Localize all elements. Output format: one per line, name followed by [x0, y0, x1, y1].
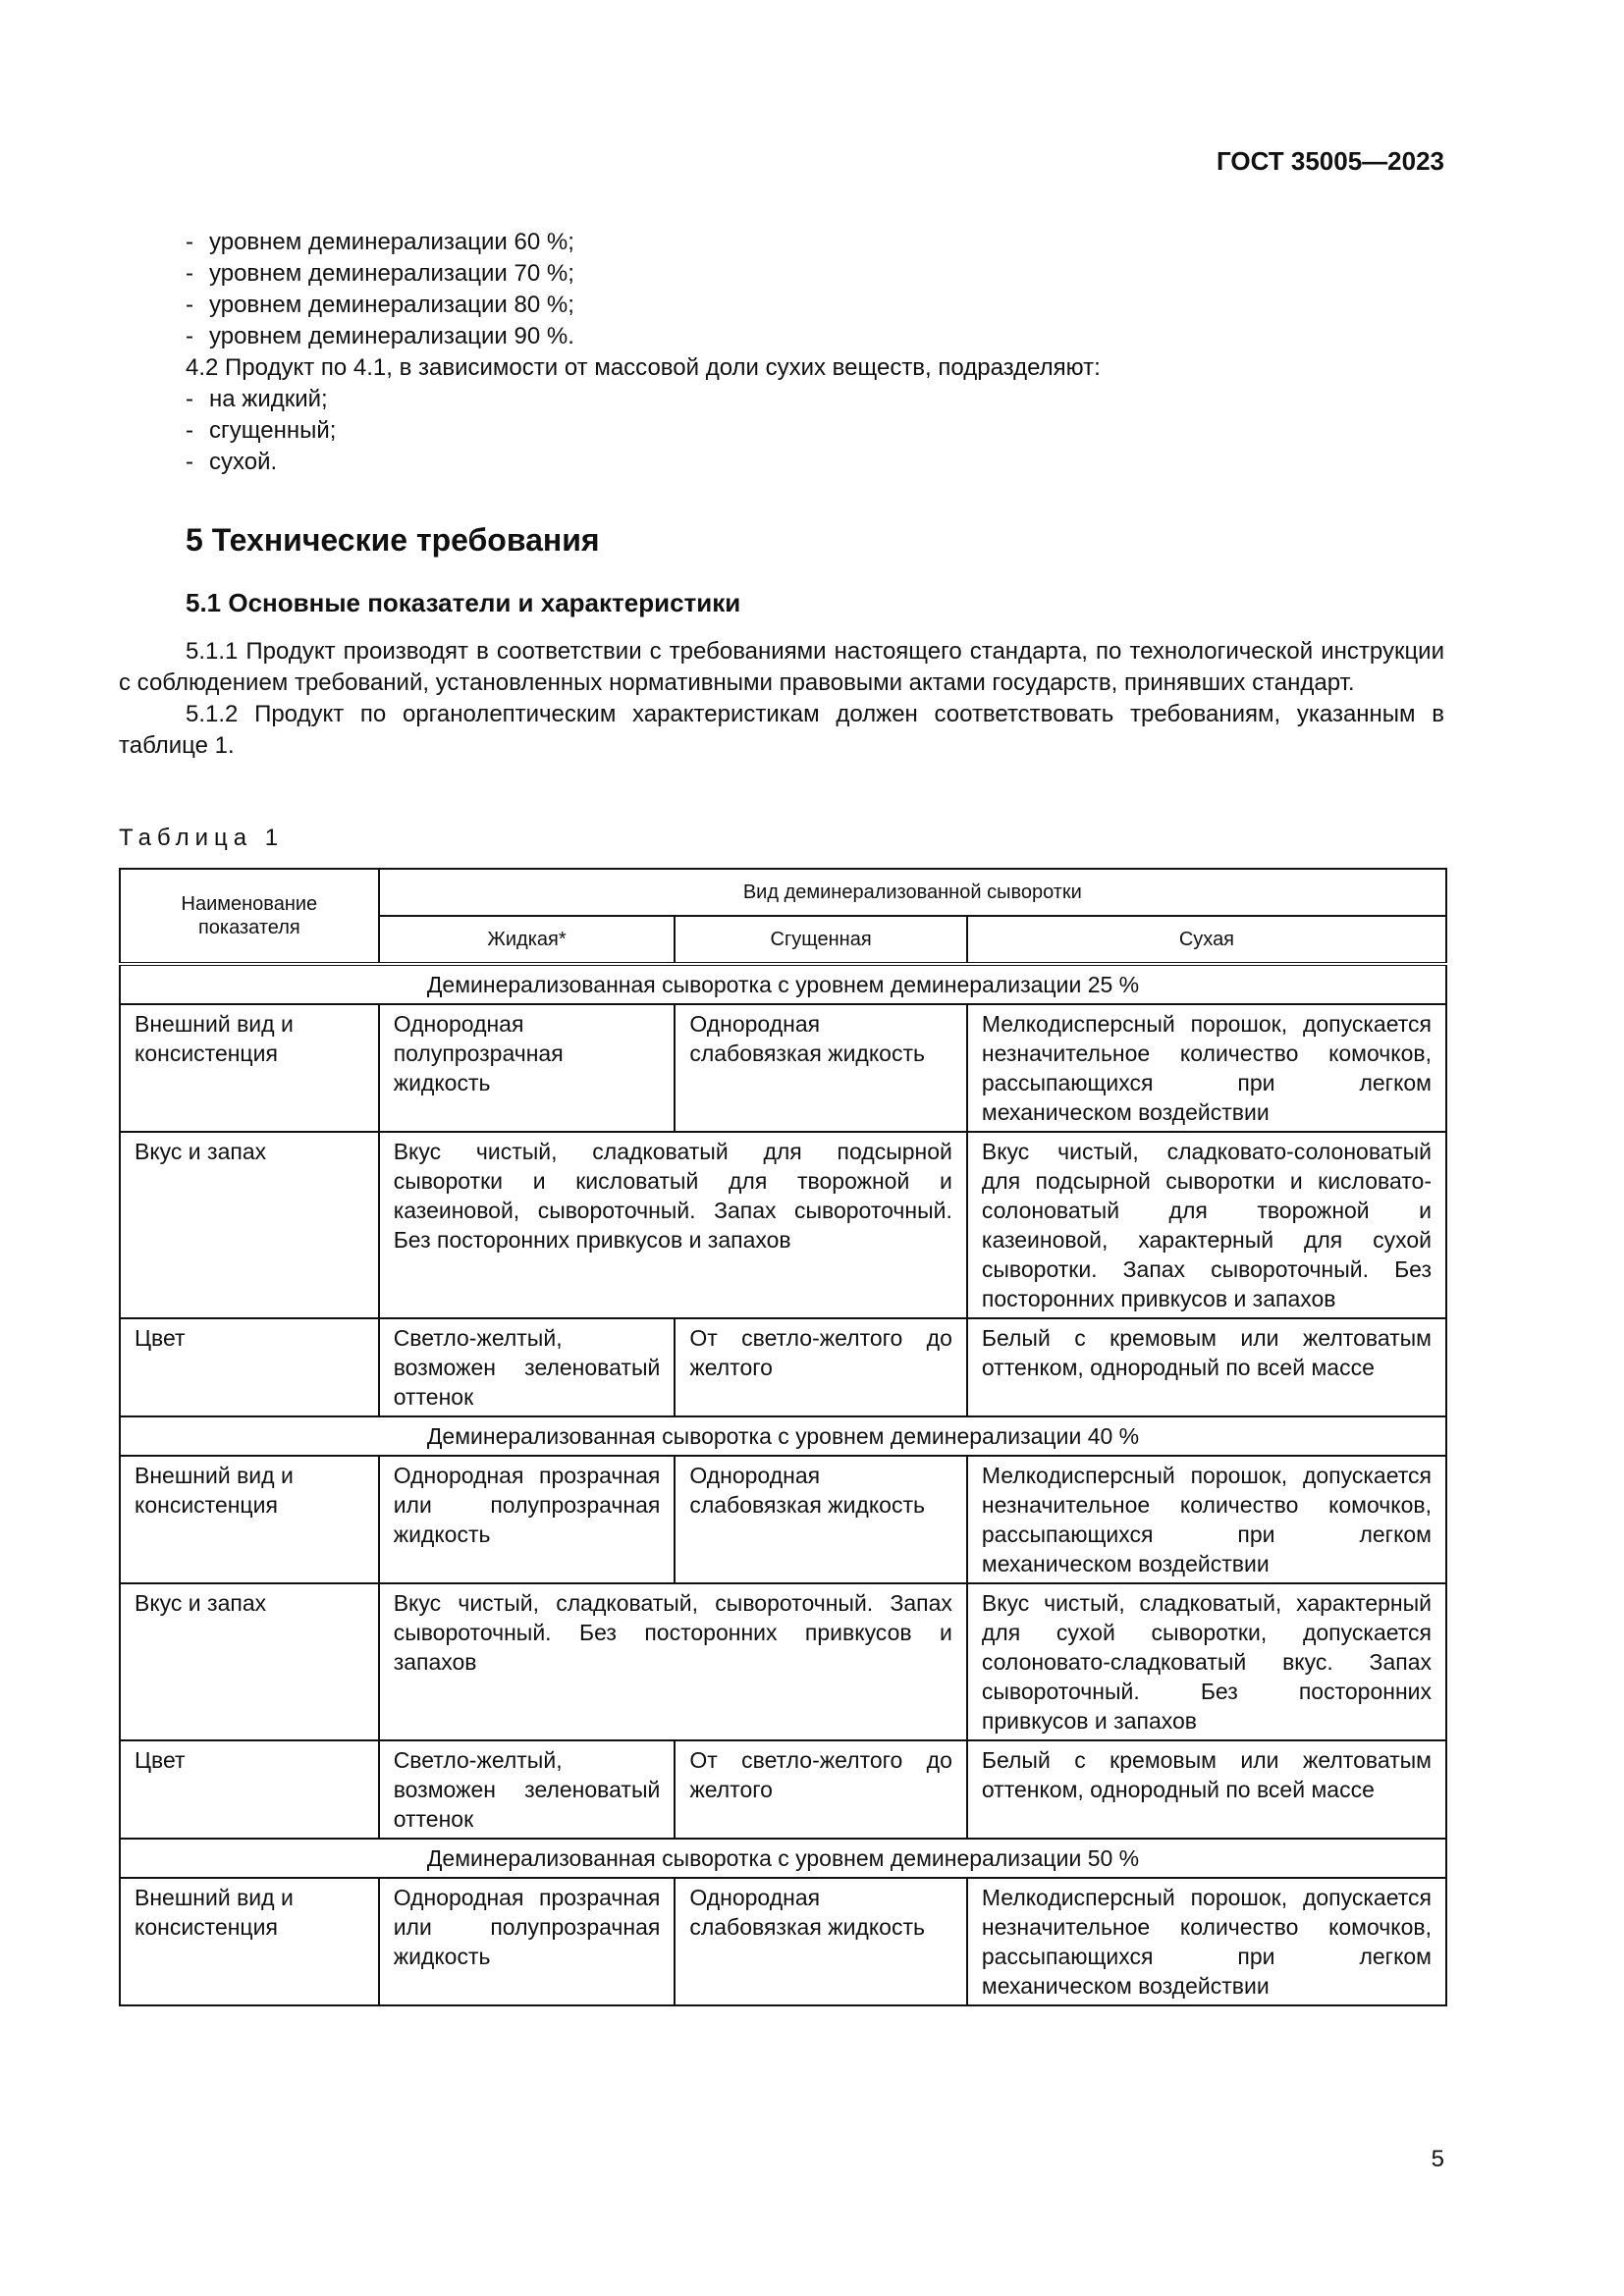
list-item: - уровнем деминерализации 60 %;	[186, 229, 574, 255]
table-row	[120, 1132, 1446, 1318]
list-item: - уровнем деминерализации 90 %.	[186, 323, 574, 349]
section-heading: 5 Технические требования	[186, 522, 600, 558]
table-row	[120, 1740, 1446, 1839]
table-row	[120, 1004, 1446, 1132]
cell-condensed: От светло-желтого до желтого	[675, 1318, 967, 1416]
cell-condensed: От светло-желтого до желтого	[675, 1740, 967, 1839]
row-label: Цвет	[120, 1740, 379, 1839]
organoleptic-table	[119, 868, 1447, 2006]
section-body	[119, 636, 1444, 762]
row-label: Вкус и запах	[120, 1583, 379, 1740]
cell-condensed: Однородная слабовязкая жидкость	[675, 1878, 967, 2005]
group-row: Деминерализованная сыворотка с уровнем деминерализации 25 %	[120, 964, 1446, 1004]
paragraph-4-2: 4.2 Продукт по 4.1, в зависимости от массовой доли сухих веществ, подразделяют:	[186, 354, 1101, 381]
intro-block	[186, 227, 1444, 478]
cell-liquid: Однородная прозрачная или полупрозрачная жидкость	[379, 1878, 676, 2005]
cell-dry: Мелкодисперсный порошок, допускается незначительное количество комочков, рассыпающихся при легком механическом воздействии	[967, 1456, 1446, 1583]
row-label: Внешний вид и консистенция	[120, 1878, 379, 2005]
cell-dry: Белый с кремовым или желтоватым оттенком, однородный по всей массе	[967, 1318, 1446, 1416]
cell-liquid-condensed: Вкус чистый, сладковатый, сывороточный. Запах сывороточный. Без посторонних привкусов и запахов	[379, 1583, 967, 1740]
cell-condensed: Однородная слабовязкая жидкость	[675, 1004, 967, 1132]
table-row	[120, 1318, 1446, 1416]
row-label: Цвет	[120, 1318, 379, 1416]
cell-liquid: Однородная полупрозрачная жидкость	[379, 1004, 676, 1132]
header-liquid: Жидкая*	[379, 916, 676, 964]
table-row	[120, 1583, 1446, 1740]
list-item: - сухой.	[186, 449, 278, 475]
list-item: - уровнем деминерализации 70 %;	[186, 260, 574, 287]
cell-condensed: Однородная слабовязкая жидкость	[675, 1456, 967, 1583]
list-item: - сгущенный;	[186, 417, 337, 444]
group-row: Деминерализованная сыворотка с уровнем деминерализации 40 %	[120, 1416, 1446, 1456]
subsection-heading: 5.1 Основные показатели и характеристики	[186, 588, 741, 617]
cell-dry: Вкус чистый, сладковатый, характерный для сухой сыворотки, допускается солоновато-сладковатый вкус. Запах сывороточный. Без посторонних привкусов и запахов	[967, 1583, 1446, 1740]
document-header: ГОСТ 35005—2023	[1217, 146, 1444, 176]
row-label: Внешний вид и консистенция	[120, 1456, 379, 1583]
header-condensed: Сгущенная	[675, 916, 967, 964]
header-whey-type: Вид деминерализованной сыворотки	[379, 869, 1446, 916]
page-number: 5	[1431, 2146, 1444, 2172]
cell-dry: Мелкодисперсный порошок, допускается незначительное количество комочков, рассыпающихся при легком механическом воздействии	[967, 1004, 1446, 1132]
row-label: Внешний вид и консистенция	[120, 1004, 379, 1132]
cell-dry: Белый с кремовым или желтоватым оттенком, однородный по всей массе	[967, 1740, 1446, 1839]
cell-liquid: Однородная прозрачная или полупрозрачная жидкость	[379, 1456, 676, 1583]
cell-liquid-condensed: Вкус чистый, сладковатый для подсырной сыворотки и кисловатый для творожной и казеиновой, сывороточный. Запах сывороточный. Без посторонних привкусов и запахов	[379, 1132, 967, 1318]
header-indicator: Наименование показателя	[120, 869, 379, 964]
cell-dry: Мелкодисперсный порошок, допускается незначительное количество комочков, рассыпающихся при легком механическом воздействии	[967, 1878, 1446, 2005]
paragraph-5-1-1: 5.1.1 Продукт производят в соответствии с требованиями настоящего стандарта, по технологической инструкции с соблюдением требований, установленных нормативными правовыми актами государств, принявших стандарт.	[119, 638, 1444, 696]
table-row	[120, 1878, 1446, 2005]
list-item: - на жидкий;	[186, 386, 328, 412]
table-row	[120, 1456, 1446, 1583]
list-item: - уровнем деминерализации 80 %;	[186, 292, 574, 318]
table-caption: Таблица 1	[119, 825, 285, 851]
cell-liquid: Светло-желтый, возможен зеленоватый оттенок	[379, 1740, 676, 1839]
cell-liquid: Светло-желтый, возможен зеленоватый оттенок	[379, 1318, 676, 1416]
paragraph-5-1-2: 5.1.2 Продукт по органолептическим характеристикам должен соответствовать требованиям, указанным в таблице 1.	[119, 701, 1444, 759]
cell-dry: Вкус чистый, сладковато-солоноватый для подсырной сыворотки и кисловато-солоноватый для творожной и казеиновой, характерный для сухой сыворотки. Запах сывороточный. Без посторонних привкусов и запахов	[967, 1132, 1446, 1318]
row-label: Вкус и запах	[120, 1132, 379, 1318]
group-row: Деминерализованная сыворотка с уровнем деминерализации 50 %	[120, 1839, 1446, 1878]
header-dry: Сухая	[967, 916, 1446, 964]
